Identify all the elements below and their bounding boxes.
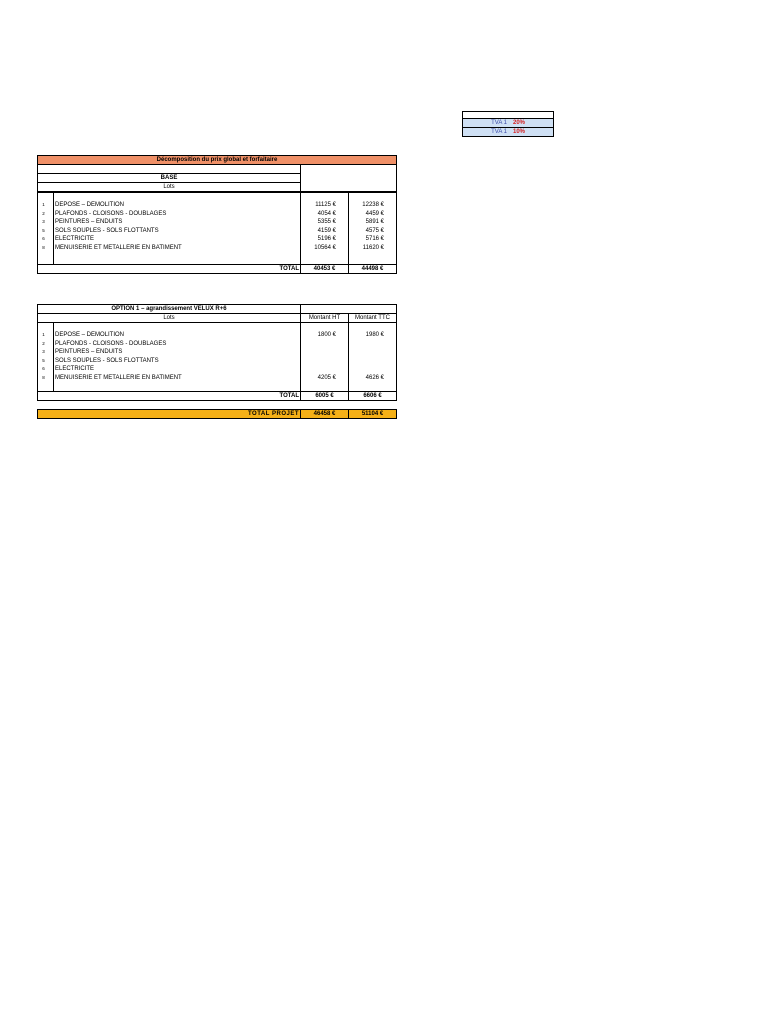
amount-ttc: 5891 € [365,219,384,225]
amount-ht: 1800 € [317,332,336,338]
lot-number: 1 [42,332,45,337]
amount-ht: 11125 € [315,202,336,208]
lot-number: 8 [42,374,45,380]
lot-number: 3 [42,349,45,354]
amount-ht [301,348,336,357]
amount-ttc [349,348,384,357]
total-ttc: 44498 € [349,265,397,274]
ht-column [301,323,349,392]
amount-ht [301,365,336,374]
blank-cell [301,165,397,192]
amount-ht: 4054 € [317,210,336,217]
amount-ttc [349,365,384,374]
project-total-ttc: 51104 € [349,410,397,419]
table-title: OPTION 1 – agrandissement VELUX R+6 [38,305,301,314]
table-title: Décomposition du prix global et forfaitaire [38,156,397,165]
total-label: TOTAL [38,392,301,401]
column-header-ttc: Montant TTC [349,314,397,323]
lot-label: MENUISERIE ET METALLERIE EN BATIMENT [55,244,182,251]
amount-ttc: 4575 € [365,227,384,234]
blank-cell [301,305,397,314]
base-price-table [37,155,397,274]
amount-ht: 4205 € [317,374,336,381]
label-column [54,323,300,391]
amount-ttc: 1980 € [365,332,384,338]
tva-row [462,119,554,128]
amount-ttc: 5716 € [365,236,384,242]
total-ht: 40453 € [301,265,349,274]
project-total-ht: 46458 € [301,410,349,419]
section-label: BASE [38,174,301,183]
lot-number: 6 [42,366,45,371]
amount-ttc: 12238 € [362,202,384,208]
tva-row [462,128,554,137]
amount-ht [301,340,336,349]
lot-label: MENUISERIE ET METALLERIE EN BATIMENT [55,374,182,381]
lot-label: ELECTRICITE [55,236,95,242]
lot-label: ELECTRICITE [55,366,95,372]
lot-label: SOLS SOUPLES - SOLS FLOTTANTS [55,227,159,234]
amount-ht: 5196 € [317,236,336,242]
tva-value: 10% [513,129,526,135]
total-label: TOTAL [38,265,301,274]
lot-number: 2 [42,210,45,216]
lot-label: PEINTURES – ENDUITS [55,349,123,355]
amount-ttc: 4626 € [365,374,384,381]
lot-label: SOLS SOUPLES - SOLS FLOTTANTS [55,357,159,364]
lots-list-cell [38,323,301,392]
lot-number: 3 [42,219,45,224]
tva-box [462,111,554,137]
column-header-ht: Montant HT [301,314,349,323]
lot-label: PLAFONDS - CLOISONS - DOUBLAGES [55,340,167,347]
lot-number: 6 [42,236,45,241]
lot-label: PEINTURES – ENDUITS [55,219,123,225]
lot-number: 5 [42,357,45,363]
tva-value: 20% [513,120,526,126]
amount-ttc: 4459 € [365,210,384,217]
ttc-column [349,323,397,392]
lot-number: 5 [42,227,45,233]
lot-number: 2 [42,340,45,346]
lot-number: 8 [42,244,45,250]
amount-ht: 5355 € [317,219,336,225]
ht-column [301,193,349,265]
num-column [38,193,54,264]
tva-label: TVA 1 [491,129,507,135]
option-price-table [37,304,397,401]
tva-header-blank [462,111,554,119]
ttc-column [349,193,397,265]
lot-label: DEPOSE – DEMOLITION [55,202,125,208]
lot-label: DEPOSE – DEMOLITION [55,332,125,338]
lots-list-cell [38,193,301,265]
project-total-row [37,409,397,419]
amount-ht: 10564 € [314,244,336,251]
tva-label: TVA 1 [491,120,507,126]
total-ht: 6005 € [301,392,349,401]
lot-number: 1 [42,202,45,207]
amount-ht [301,357,336,366]
total-ttc: 6606 € [349,392,397,401]
label-column [54,193,300,264]
amount-ttc [349,340,384,349]
column-header-lots: Lots [38,183,301,192]
lot-label: PLAFONDS - CLOISONS - DOUBLAGES [55,210,167,217]
column-header-lots: Lots [38,314,301,323]
num-column [38,323,54,391]
amount-ht: 4159 € [317,227,336,234]
amount-ttc [349,357,384,366]
project-total-label: TOTAL PROJET [38,410,301,419]
blank-cell [38,165,301,174]
amount-ttc: 11620 € [362,244,384,251]
